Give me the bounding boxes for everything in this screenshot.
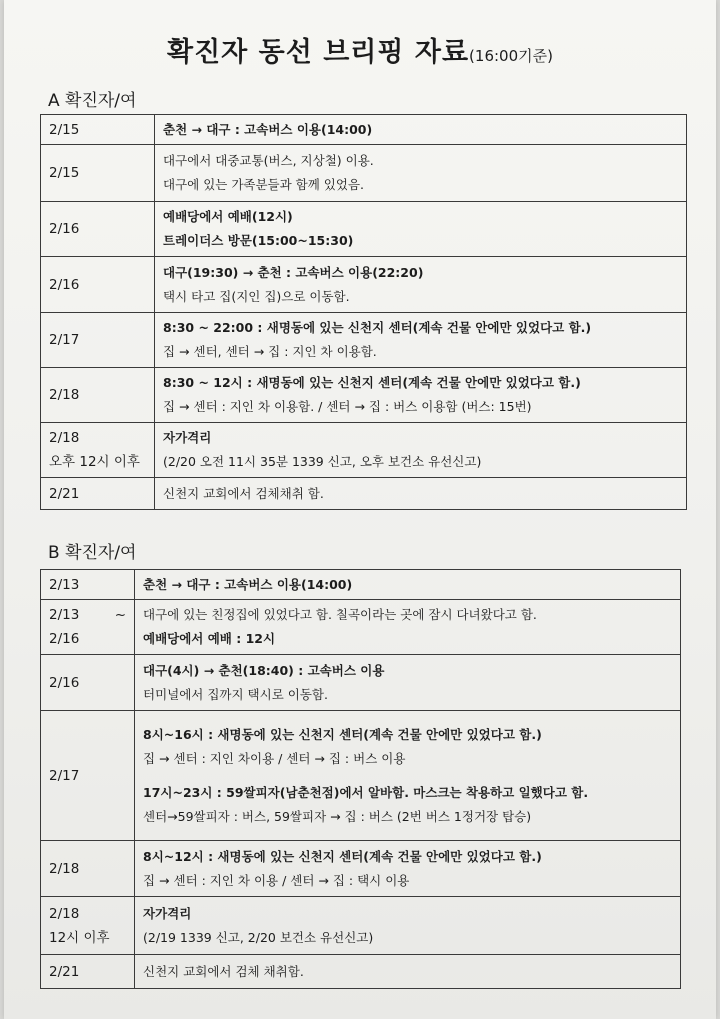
date-text: 2/21 xyxy=(49,963,80,980)
date-text: 2/17 xyxy=(49,332,80,348)
table-row xyxy=(41,600,681,655)
details-line: 대구(4시) → 춘천(18:40) : 고속버스 이용 xyxy=(143,662,385,678)
date-cell xyxy=(41,478,155,510)
details-line: 대구(19:30) → 춘천 : 고속버스 이용(22:20) xyxy=(163,264,424,280)
section-b-label: B 확진자/여 xyxy=(48,543,137,563)
details-line: 집 → 센터 : 지인 차 이용 / 센터 → 집 : 택시 이용 xyxy=(143,872,410,888)
details-line: 대구에 있는 친정집에 있었다고 함. 칠곡이라는 곳에 잠시 다녀왔다고 함. xyxy=(143,607,537,622)
details-line: 자가격리 xyxy=(143,905,192,921)
details-cell xyxy=(155,115,687,145)
date-cell xyxy=(41,570,135,600)
details-line: (2/20 오전 11시 35분 1339 신고, 오후 보건소 유선신고) xyxy=(163,454,482,469)
details-line: 집 → 센터, 센터 → 집 : 지인 차 이용함. xyxy=(163,344,377,359)
date-range-tilde: ~ xyxy=(114,607,126,623)
details-line: 예배당에서 예배 : 12시 xyxy=(143,631,276,646)
details-line: 신천지 교회에서 검체채취 함. xyxy=(163,485,324,501)
date-text: 2/13 xyxy=(49,607,80,623)
section-a-label: A 확진자/여 xyxy=(48,91,137,111)
details-line: 신천지 교회에서 검체 채취함. xyxy=(143,963,304,979)
date-text: 2/16 xyxy=(49,631,80,647)
table-row xyxy=(41,145,687,202)
date-text: 2/13 xyxy=(49,576,80,593)
details-cell xyxy=(155,145,687,202)
table-row xyxy=(41,711,681,841)
details-line: 집 → 센터 : 지인 차 이용함. / 센터 → 집 : 버스 이용함 (버스: 15번) xyxy=(163,399,532,414)
title-time-basis: (16:00기준) xyxy=(469,47,553,65)
page-title xyxy=(0,30,720,69)
table-row xyxy=(41,478,687,510)
date-cell xyxy=(41,655,135,711)
details-cell xyxy=(135,841,681,897)
table-row xyxy=(41,202,687,257)
date-cell xyxy=(41,600,135,655)
details-line: 춘천 → 대구 : 고속버스 이용(14:00) xyxy=(163,121,373,137)
details-cell xyxy=(135,600,681,655)
paragraph-gap xyxy=(143,771,672,781)
details-line: 예배당에서 예배(12시) xyxy=(163,209,293,224)
details-cell xyxy=(135,655,681,711)
table-row xyxy=(41,313,687,368)
date-text: 2/18 xyxy=(49,860,80,877)
date-cell xyxy=(41,145,155,202)
table-row xyxy=(41,841,681,897)
date-cell xyxy=(41,202,155,257)
table-row xyxy=(41,570,681,600)
table-row xyxy=(41,655,681,711)
date-cell xyxy=(41,115,155,145)
date-text: 12시 이후 xyxy=(49,929,110,946)
date-text xyxy=(49,603,126,627)
details-line: 8:30 ~ 12시 : 새명동에 있는 신천지 센터(계속 건물 안에만 있었다고 함.) xyxy=(163,375,581,390)
details-line: 택시 타고 집(지인 집)으로 이동함. xyxy=(163,288,350,304)
date-text: 2/15 xyxy=(49,121,80,138)
date-text: 2/16 xyxy=(49,276,80,293)
date-cell xyxy=(41,897,135,955)
details-cell xyxy=(135,570,681,600)
details-line: 대구에 있는 가족분들과 함께 있었음. xyxy=(163,177,364,192)
date-text: 2/16 xyxy=(49,221,80,237)
date-text: 2/18 xyxy=(49,387,80,403)
date-text: 2/16 xyxy=(49,674,80,691)
section-b-table xyxy=(40,569,681,989)
details-line: 터미널에서 집까지 택시로 이동함. xyxy=(143,686,328,702)
date-text: 2/21 xyxy=(49,485,80,502)
date-cell xyxy=(41,257,155,313)
details-line: 집 → 센터 : 지인 차이용 / 센터 → 집 : 버스 이용 xyxy=(143,750,406,766)
date-cell xyxy=(41,955,135,989)
details-line: 자가격리 xyxy=(163,430,212,445)
details-line: 8시~12시 : 새명동에 있는 신천지 센터(계속 건물 안에만 있었다고 함.) xyxy=(143,848,542,864)
date-cell xyxy=(41,423,155,478)
details-line: 센터→59쌀피자 : 버스, 59쌀피자 → 집 : 버스 (2번 버스 1정거장 탑승) xyxy=(143,808,532,824)
date-text: 2/18 xyxy=(49,430,80,446)
date-text: 2/18 xyxy=(49,905,80,922)
date-cell xyxy=(41,711,135,841)
table-row xyxy=(41,368,687,423)
details-line: 트레이더스 방문(15:00~15:30) xyxy=(163,233,354,248)
details-cell xyxy=(155,313,687,368)
details-line: 대구에서 대중교통(버스, 지상철) 이용. xyxy=(163,153,374,168)
details-line: 17시~23시 : 59쌀피자(남춘천점)에서 알바함. 마스크는 착용하고 일했다고 함. xyxy=(143,784,589,800)
details-cell xyxy=(155,478,687,510)
section-a-table xyxy=(40,114,687,510)
details-line: (2/19 1339 신고, 2/20 보건소 유선신고) xyxy=(143,929,374,945)
date-cell xyxy=(41,841,135,897)
details-cell xyxy=(135,711,681,841)
details-line: 춘천 → 대구 : 고속버스 이용(14:00) xyxy=(143,576,353,592)
details-line: 8시~16시 : 새명동에 있는 신천지 센터(계속 건물 안에만 있었다고 함.) xyxy=(143,726,542,742)
details-cell xyxy=(135,955,681,989)
details-cell xyxy=(155,202,687,257)
details-cell xyxy=(155,368,687,423)
table-row xyxy=(41,115,687,145)
table-row xyxy=(41,955,681,989)
date-text: 오후 12시 이후 xyxy=(49,454,140,470)
title-main: 확진자 동선 브리핑 자료 xyxy=(167,37,470,68)
details-cell xyxy=(135,897,681,955)
date-cell xyxy=(41,313,155,368)
date-text: 2/15 xyxy=(49,165,80,181)
table-row xyxy=(41,897,681,955)
details-line: 8:30 ~ 22:00 : 새명동에 있는 신천지 센터(계속 건물 안에만 있었다고 함.) xyxy=(163,320,592,335)
table-row xyxy=(41,423,687,478)
details-cell xyxy=(155,257,687,313)
date-text: 2/17 xyxy=(49,767,80,784)
table-row xyxy=(41,257,687,313)
date-cell xyxy=(41,368,155,423)
details-cell xyxy=(155,423,687,478)
